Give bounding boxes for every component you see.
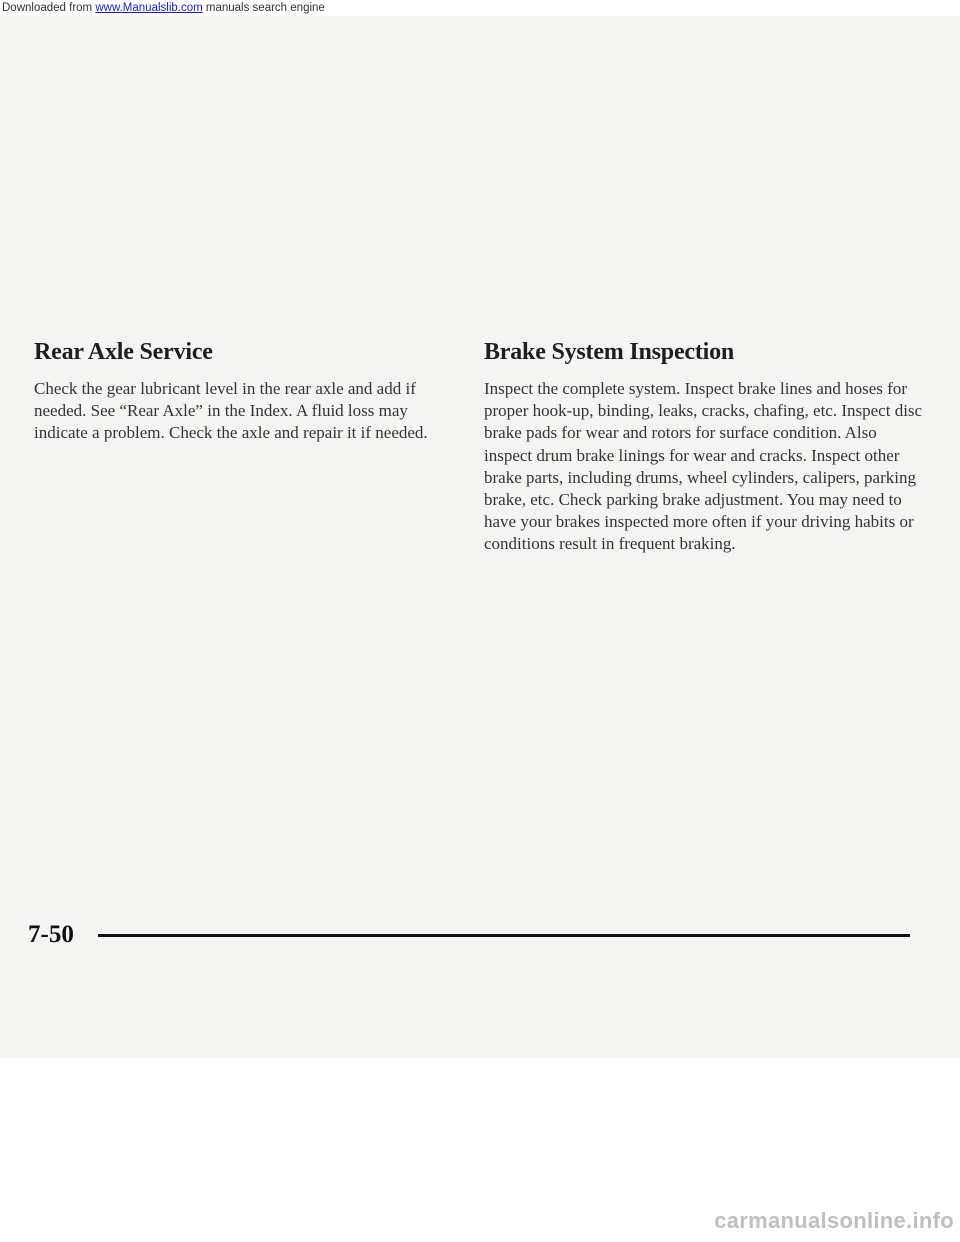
watermark: carmanualsonline.info [714,1208,954,1233]
section-body: Check the gear lubricant level in the rear axle and add if needed. See “Rear Axle” in the Index. A fluid loss may indicate a problem. Check the axle and repair it if needed. [34,379,428,443]
section-body: Inspect the complete system. Inspect brake lines and hoses for proper hook-up, binding, leaks, cracks, chafing, etc. Inspect disc brake pads for wear and rotors for surface condition. Also inspect drum brake linings for wear and cracks. Inspect other brake parts, including drums, wheel cylinders, calipers, parking brake, etc. Check parking brake adjustment. You may need to have your brakes inspected more often if your driving habits or conditions result in frequent braking. [484,379,923,554]
footer-rule [98,934,910,937]
manualslib-link[interactable]: www.Manualslib.com [95,2,203,14]
section-title: Rear Axle Service [34,339,213,365]
download-source-bar [0,0,960,16]
section-title: Brake System Inspection [484,339,735,365]
download-suffix: manuals search engine [202,2,325,14]
brake-inspection-section [484,338,924,556]
manual-page [0,16,960,1058]
page-number: 7-50 [28,921,74,948]
download-prefix: Downloaded from [2,2,96,14]
rear-axle-section [34,338,446,445]
page-footer [28,920,908,950]
